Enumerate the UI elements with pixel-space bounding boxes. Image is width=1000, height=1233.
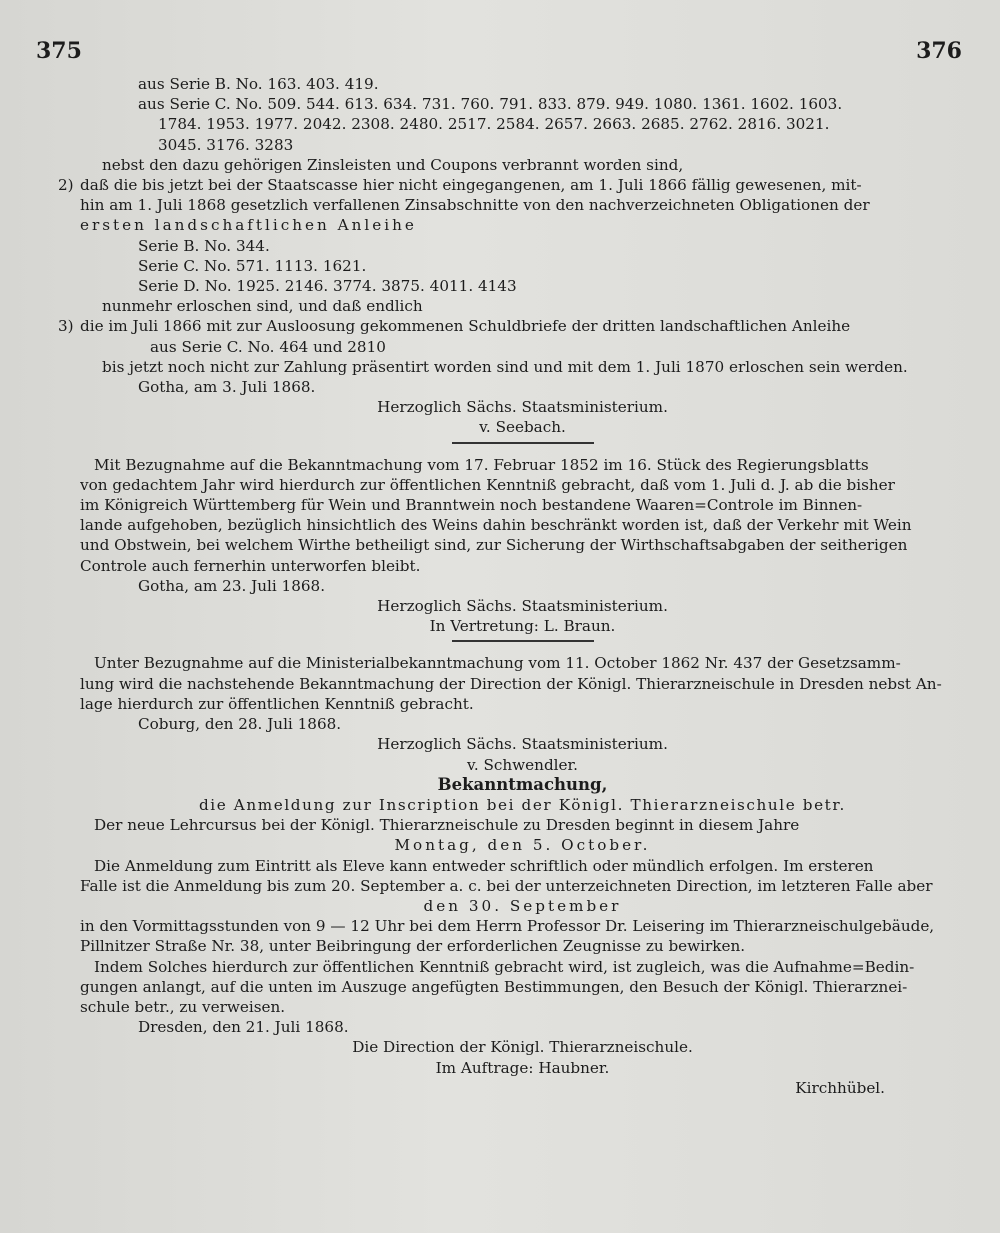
text-line: Der neue Lehrcursus bei der Königl. Thierarzneischule zu Dresden beginnt in diesem Jahre xyxy=(94,816,800,835)
authority-line: Herzoglich Sächs. Staatsministerium. xyxy=(377,398,668,417)
list-number: 2) xyxy=(58,176,74,195)
text-line: von gedachtem Jahr wird hierdurch zur öffentlichen Kenntniß gebracht, daß vom 1. Juli d. J. ab die bisher xyxy=(80,475,895,494)
list-item-3 xyxy=(58,316,965,356)
text-line: Pillnitzer Straße Nr. 38, unter Beibringung der erforderlichen Zeugnisse zu bewirken. xyxy=(80,937,746,956)
text-line: nunmehr erloschen sind, und daß endlich xyxy=(102,297,423,316)
place-date: Dresden, den 21. Juli 1868. xyxy=(138,1018,349,1037)
text-line: im Königreich Württemberg für Wein und Branntwein noch bestandene Waaren=Controle im Binnen- xyxy=(80,496,863,515)
date-line: den 30. September xyxy=(423,896,622,915)
announcement-subtitle: die Anmeldung zur Inscription bei der Königl. Thierarzneischule betr. xyxy=(198,795,846,814)
page-number-left: 375 xyxy=(36,38,82,64)
serie-line: Serie C. No. 571. 1113. 1621. xyxy=(138,256,367,275)
date-line: Montag, den 5. October. xyxy=(394,836,651,855)
text-line: und Obstwein, bei welchem Wirthe betheiligt sind, zur Sicherung der Wirthschaftsabgaben der seitherigen xyxy=(80,536,908,555)
text-line: ersten landschaftlichen Anleihe xyxy=(80,216,417,235)
announcement-title: Bekanntmachung, xyxy=(437,774,608,794)
text-line: Falle ist die Anmeldung bis zum 20. September a. c. bei der unterzeichneten Direction, im letzteren Falle aber xyxy=(80,876,933,895)
section-divider xyxy=(452,442,594,444)
text-line: Indem Solches hierdurch zur öffentlichen Kenntniß gebracht wird, ist zugleich, was die Aufnahme=Bedin- xyxy=(94,957,915,976)
page-body xyxy=(58,74,965,1098)
text-line: die im Juli 1866 mit zur Ausloosung gekommenen Schuldbriefe der dritten landschaftlichen Anleihe xyxy=(80,317,851,336)
text-line: nebst den dazu gehörigen Zinsleisten und Coupons verbrannt worden sind, xyxy=(102,155,684,174)
text-line: lage hierdurch zur öffentlichen Kenntniß gebracht. xyxy=(80,694,474,713)
text-line: daß die bis jetzt bei der Staatscasse hier nicht eingegangenen, am 1. Juli 1866 fällig gewesenen, mit- xyxy=(80,176,862,195)
list-number: 3) xyxy=(58,317,74,336)
list-item-2 xyxy=(58,175,965,236)
place-date: Gotha, am 3. Juli 1868. xyxy=(138,378,316,397)
serie-line: Serie B. No. 344. xyxy=(138,236,270,255)
text-line: lung wird die nachstehende Bekanntmachung der Direction der Königl. Thierarzneischule in Dresden nebst An- xyxy=(80,674,942,693)
signature-line: v. Seebach. xyxy=(479,418,566,437)
text-line: bis jetzt noch nicht zur Zahlung präsentirt worden sind und mit dem 1. Juli 1870 erloschen sein werden. xyxy=(102,357,908,376)
signature-line-second: Kirchhübel. xyxy=(795,1078,885,1097)
text-line: in den Vormittagsstunden von 9 — 12 Uhr bei dem Herrn Professor Dr. Leisering im Thierarzneischulgebäude, xyxy=(80,917,935,936)
signature-line: Im Auftrage: Haubner. xyxy=(435,1058,610,1077)
signature-line: v. Schwendler. xyxy=(467,755,578,774)
serie-line: aus Serie C. No. 509. 544. 613. 634. 731. 760. 791. 833. 879. 949. 1080. 1361. 1602. 1603. xyxy=(138,95,843,114)
page-number-right: 376 xyxy=(916,38,962,64)
text-line: lande aufgehoben, bezüglich hinsichtlich des Weins dahin beschränkt worden ist, daß der Verkehr mit Wein xyxy=(80,516,912,535)
serie-line: 3045. 3176. 3283 xyxy=(158,135,294,154)
text-line: Die Anmeldung zum Eintritt als Eleve kann entweder schriftlich oder mündlich erfolgen. Im ersteren xyxy=(94,856,874,875)
text-line: Unter Bezugnahme auf die Ministerialbekanntmachung vom 11. October 1862 Nr. 437 der Gesetzsamm- xyxy=(94,654,901,673)
serie-line: 1784. 1953. 1977. 2042. 2308. 2480. 2517. 2584. 2657. 2663. 2685. 2762. 2816. 3021. xyxy=(158,115,830,134)
place-date: Gotha, am 23. Juli 1868. xyxy=(138,576,326,595)
text-line: gungen anlangt, auf die unten im Auszuge angefügten Bestimmungen, den Besuch der Königl. Thierarznei- xyxy=(80,977,908,996)
signature-line: In Vertretung: L. Braun. xyxy=(429,617,616,636)
authority-line: Die Direction der Königl. Thierarzneischule. xyxy=(352,1038,693,1057)
serie-line: aus Serie B. No. 163. 403. 419. xyxy=(138,75,379,93)
text-line: hin am 1. Juli 1868 gesetzlich verfallenen Zinsabschnitte von den nachverzeichneten Obligationen der xyxy=(80,196,870,215)
text-line: schule betr., zu verweisen. xyxy=(80,997,286,1016)
serie-line: Serie D. No. 1925. 2146. 3774. 3875. 4011. 4143 xyxy=(138,277,517,296)
authority-line: Herzoglich Sächs. Staatsministerium. xyxy=(377,597,668,616)
text-line: aus Serie C. No. 464 und 2810 xyxy=(150,337,386,356)
authority-line: Herzoglich Sächs. Staatsministerium. xyxy=(377,735,668,754)
place-date: Coburg, den 28. Juli 1868. xyxy=(138,715,342,734)
text-line: Mit Bezugnahme auf die Bekanntmachung vom 17. Februar 1852 im 16. Stück des Regierungsblatts xyxy=(94,455,869,474)
section-divider xyxy=(452,640,594,642)
text-line: Controle auch fernerhin unterworfen bleibt. xyxy=(80,556,421,575)
